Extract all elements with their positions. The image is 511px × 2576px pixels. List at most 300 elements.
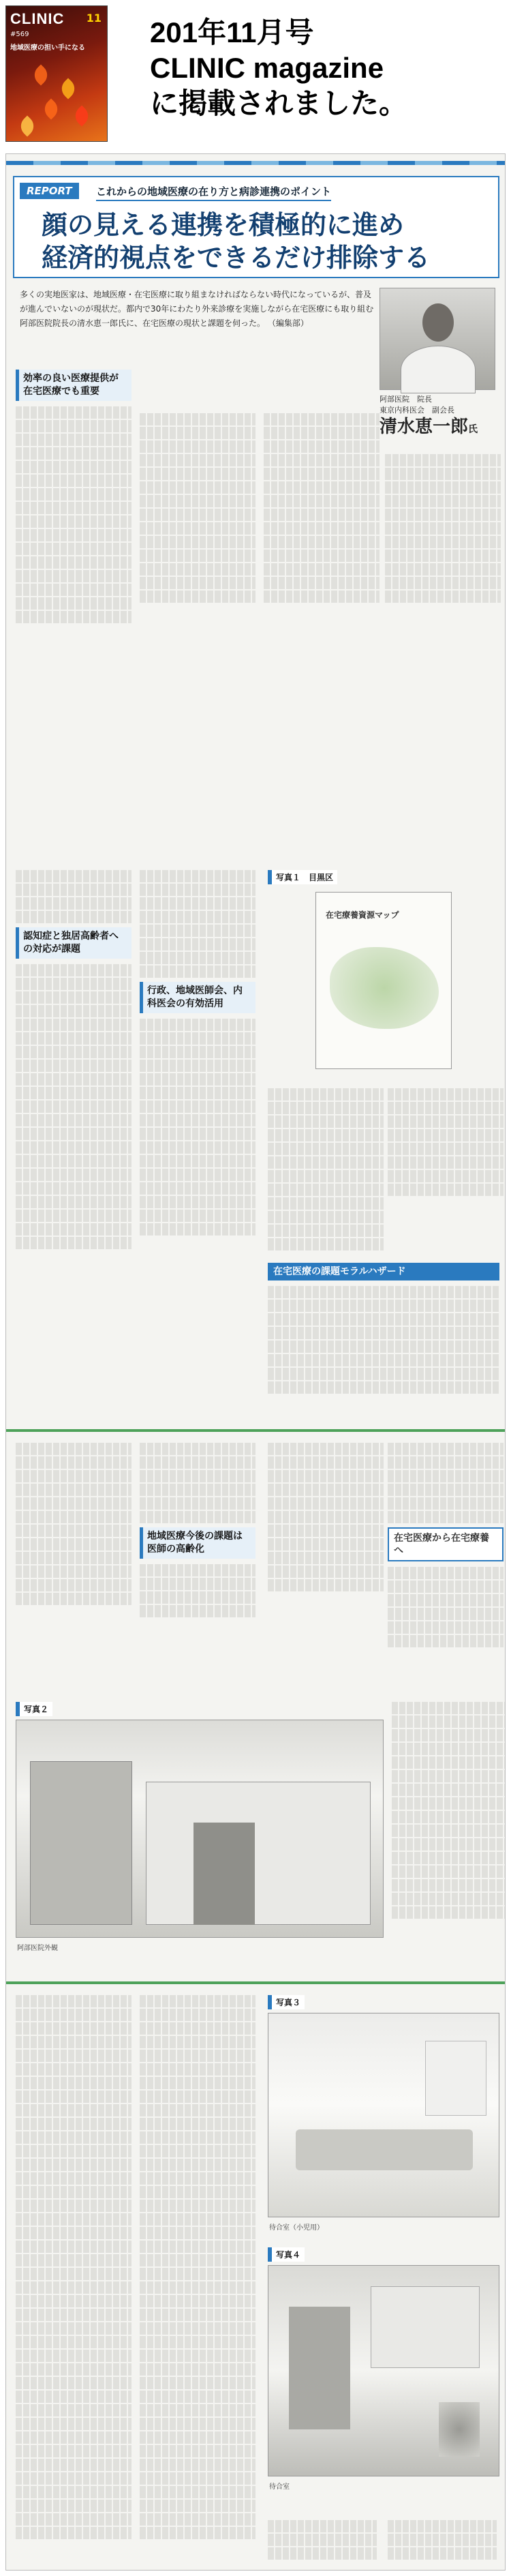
body-text-line [392,1756,506,1769]
body-text-line [16,1141,131,1154]
building-wall [30,1761,132,1925]
section-divider [6,1981,506,1984]
profile-name [380,416,495,440]
body-text-line [140,1182,256,1195]
publication-notice [150,15,504,121]
body-text-line [140,2404,256,2416]
body-text-line [16,1470,131,1482]
body-text-line [16,2336,131,2348]
body-text-line [140,938,256,950]
window [425,2041,486,2116]
body-text-line [268,1088,384,1100]
body-text-line [16,1210,131,1222]
body-text-line [264,536,380,548]
body-text-line [268,1484,384,1496]
body-text-line [140,2186,256,2198]
body-text-line [140,495,256,507]
body-text-line [388,1115,504,1128]
body-text-line [264,577,380,589]
body-text-line [140,2077,256,2089]
body-text-line [16,1019,131,1031]
photo-2-label: 写真２ [16,1702,52,1716]
wall-board [371,2286,480,2368]
body-text-line [264,481,380,494]
body-text-line [268,2520,377,2532]
body-text-line [140,1155,256,1167]
body-text-line [140,1019,256,1031]
profile-name-text: 清水恵一郎 [380,417,469,437]
body-text-line [140,481,256,494]
report-subtitle: これからの地域医療の在り方と病診連携のポイント [96,184,331,201]
column-4 [385,454,501,604]
photo-2-caption: 阿部医院外観 [17,1945,58,1952]
body-text-line [140,2418,256,2430]
body-text-line [16,2377,131,2389]
body-text-line [385,468,501,480]
body-text-line [385,577,501,589]
body-text-line [16,884,131,896]
body-text-line [16,1032,131,1045]
body-text-line [140,1564,256,1576]
column-16 [140,1995,256,2541]
body-text-line [392,1784,506,1796]
body-text-line [268,1456,384,1469]
body-text-line [140,2377,256,2389]
body-text-line [264,454,380,466]
body-text-line [16,543,131,555]
clinic-exterior-image [16,1720,384,1938]
body-text-line [140,2445,256,2457]
body-text-line [16,2159,131,2171]
lead-editor: （編集部） [267,318,309,328]
cover-logo: CLINIC [10,10,65,27]
body-text-line [388,1143,504,1155]
building-facade [146,1782,371,1925]
body-text-line [140,2281,256,2294]
body-text-line [16,978,131,990]
body-text-line [16,515,131,528]
body-text-line [388,1567,504,1579]
photo-4-label: 写真４ [268,2247,305,2262]
section-heading-moral-hazard: 在宅医療の課題モラルハザード [268,1263,499,1280]
portrait-body [401,346,476,393]
body-text-line [16,2213,131,2226]
body-text-line [268,1211,384,1223]
body-text-line [140,2063,256,2076]
body-text-line [140,884,256,896]
body-text-line [16,2500,131,2512]
column-12 [268,1443,384,1593]
body-text-line [264,413,380,425]
body-text-line [16,2172,131,2185]
body-text-line [140,2500,256,2512]
body-text-line [385,481,501,494]
column-5 [16,870,131,1250]
body-text-line [16,2363,131,2376]
body-text-line [16,870,131,882]
body-text-line [264,522,380,535]
body-text-line [388,1129,504,1141]
body-text-line [392,1825,506,1837]
body-text-line [140,1470,256,1482]
body-text-line [140,1605,256,1617]
body-text-line [264,590,380,603]
body-text-line [388,1594,504,1606]
maple-leaf-icon [30,64,51,85]
photo-1-block [268,870,499,1075]
body-text-line [16,1566,131,1578]
body-text-line [264,440,380,453]
body-text-line [16,2486,131,2498]
photo-4-caption: 待合室 [269,2483,290,2491]
body-text-line [392,1743,506,1755]
body-text-line [140,2513,256,2526]
notice-line-3: に掲載されました。 [150,87,408,119]
body-text-line [140,1060,256,1072]
body-text-line [140,1210,256,1222]
body-text-line [268,1566,384,1578]
lead-text: 多くの実地医家は、地域医療・在宅医療に取り組まなければならない時代になっているが、普及が進んでいないのが現状だ。都内で30年にわたり外来診療を実施しながら在宅医療にも取り組む阿部医院院長の清水恵一郎氏に、在宅医療の現状と課題を伺った。 [20,290,374,328]
body-text-line [16,447,131,460]
body-text-line [140,2145,256,2157]
body-text-line [140,2431,256,2444]
body-text-line [388,1484,504,1496]
body-text-line [140,1578,256,1590]
body-text-line [16,2445,131,2457]
body-text-line [140,1497,256,1510]
body-text-line [16,2186,131,2198]
body-text-line [16,502,131,514]
body-text-line [268,1368,499,1380]
photo-1-number: 写真１ [276,873,301,882]
body-text-line [268,1156,384,1169]
body-text-line [16,1511,131,1523]
profile-caption [380,394,495,440]
report-title-band [13,176,499,278]
body-text-line [16,2281,131,2294]
body-text-line [16,2200,131,2212]
body-text-line [140,1114,256,1126]
cover-serial: #569 [10,31,29,38]
report-tag: REPORT [20,183,79,199]
booklet-title: 在宅療養資源マップ [326,910,399,920]
body-text-line [385,550,501,562]
section-divider [6,1429,506,1432]
body-text-line [385,509,501,521]
body-text-line [268,1327,499,1339]
body-text-line [264,509,380,521]
column-11 [140,1443,256,1619]
body-text-line [140,925,256,937]
body-text-line [16,556,131,569]
body-text-line [16,1114,131,1126]
column-6 [140,870,256,1237]
body-text-line [16,488,131,500]
body-text-line [16,2009,131,2021]
photo-1-title: 目黒区 [309,873,334,882]
body-text-line [16,2295,131,2307]
body-text-line [268,1129,384,1141]
body-text-line [16,911,131,923]
body-text-line [140,2391,256,2403]
photo-3-block [268,1995,499,2241]
body-text-line [268,1470,384,1482]
body-text-line [392,1716,506,1728]
maple-leaf-icon [40,98,61,119]
notice-line-1: 201年11月号 [150,16,314,48]
body-text-line [140,2350,256,2362]
body-text-line [16,2322,131,2335]
body-text-line [16,1443,131,1455]
body-text-line [268,1552,384,1564]
body-text-line [268,1286,499,1298]
body-text-line [140,1073,256,1085]
body-text-line [140,2118,256,2130]
body-text-line [392,1811,506,1823]
body-text-line [140,2104,256,2116]
column-13 [388,1443,504,1649]
body-text-line [16,529,131,541]
body-text-line [16,1155,131,1167]
body-text-line [16,1087,131,1099]
body-text-line [16,406,131,419]
body-text-line [140,2159,256,2171]
body-text-line [264,427,380,439]
photo-1-label [268,870,337,884]
body-text-line [16,2254,131,2266]
body-text-line [140,1169,256,1181]
body-text-line [16,2241,131,2253]
body-text-line [140,1223,256,1235]
body-text-line [140,2009,256,2021]
body-text-line [392,1906,506,1919]
body-text-line [140,454,256,466]
portrait-photo [380,288,495,390]
body-text-line [140,413,256,425]
body-text-line [140,2363,256,2376]
body-text-line [268,1341,499,1353]
column-8 [388,1088,504,1197]
body-text-line [16,1497,131,1510]
body-text-line [16,1005,131,1017]
body-text-line [16,1046,131,1058]
body-text-line [16,2227,131,2239]
body-text-line [268,1525,384,1537]
body-text-line [140,1046,256,1058]
body-text-line [388,1635,504,1647]
body-text-line [140,2241,256,2253]
body-text-line [140,1141,256,1154]
section-heading-aging-doctors: 地域医療今後の課題は医師の高齢化 [140,1527,256,1559]
report-title-line-1: 顔の見える連携を積極的に進め [42,210,405,240]
body-text-line [268,1538,384,1551]
body-text-line [140,2254,256,2266]
column-17 [268,2520,377,2561]
profile-suffix: 氏 [468,424,478,435]
body-text-line [385,495,501,507]
body-text-line [140,427,256,439]
body-text-line [140,509,256,521]
body-text-line [388,1608,504,1620]
body-text-line [268,1381,499,1394]
body-text-line [16,2527,131,2539]
body-text-line [140,2036,256,2048]
body-text-line [140,2050,256,2062]
column-14 [392,1702,506,1920]
body-text-line [16,964,131,976]
body-text-line [140,2091,256,2103]
column-2 [140,413,256,604]
body-text-line [16,1237,131,1249]
body-text-line [388,2534,497,2546]
body-text-line [16,597,131,610]
body-text-line [268,1197,384,1210]
body-text-line [140,563,256,575]
body-text-line [268,1579,384,1591]
body-text-line [140,2336,256,2348]
body-text-line [16,1223,131,1235]
body-text-line [16,1579,131,1591]
body-text-line [16,1456,131,1469]
body-text-line [268,1143,384,1155]
body-text-line [16,2077,131,2089]
body-text-line [16,570,131,582]
body-text-line [392,1893,506,1905]
photo-2-block [16,1702,384,1961]
body-text-line [388,1443,504,1455]
body-text-line [388,1184,504,1196]
body-text-line [385,522,501,535]
body-text-line [392,1729,506,1741]
body-text-line [140,1100,256,1113]
bench [296,2129,473,2170]
body-text-line [388,2547,497,2560]
body-text-line [16,2472,131,2485]
body-text-line [140,1032,256,1045]
body-text-line [388,1102,504,1114]
body-text-line [16,475,131,487]
column-7 [268,1088,384,1252]
body-text-line [140,1484,256,1496]
body-text-line [268,1115,384,1128]
body-text-line [140,965,256,978]
body-text-line [388,1497,504,1510]
body-text-line [140,2472,256,2485]
body-text-line [16,897,131,910]
body-text-line [388,1470,504,1482]
body-text-line [16,2050,131,2062]
map-illustration [330,947,439,1029]
body-text-line [16,1538,131,1551]
magazine-cover-image [5,5,108,142]
maple-leaf-icon [16,115,37,136]
body-text-line [268,2534,377,2546]
body-text-line [392,1866,506,1878]
body-text-line [16,1552,131,1564]
body-text-line [140,2268,256,2280]
body-text-line [140,440,256,453]
body-text-line [392,1770,506,1782]
section-heading-administration: 行政、地域医師会、内科医会の有効活用 [140,982,256,1013]
body-text-line [140,2022,256,2035]
maple-leaf-icon [71,105,92,126]
body-text-line [16,1995,131,2007]
report-title [42,209,491,274]
body-text-line [16,1182,131,1195]
body-text-line [16,991,131,1004]
flower-arrangement [439,2402,480,2457]
column-9 [268,1259,499,1395]
body-text-line [140,952,256,964]
body-text-line [16,2513,131,2526]
body-text-line [268,1300,499,1312]
body-text-line [140,2131,256,2144]
body-text-line [16,584,131,596]
body-text-line [140,1511,256,1523]
body-text-line [16,1073,131,1085]
column-15 [16,1995,131,2541]
maple-leaf-icon [57,78,78,99]
body-text-line [16,1484,131,1496]
body-text-line [16,2145,131,2157]
body-text-line [388,2520,497,2532]
body-text-line [392,1797,506,1810]
body-text-line [140,897,256,910]
body-text-line [140,522,256,535]
column-1 [16,365,131,625]
body-text-line [268,1354,499,1366]
body-text-line [140,2295,256,2307]
body-text-line [268,1238,384,1250]
profile-clinic: 阿部医院 院長 [380,395,432,404]
section-heading-dementia: 認知症と独居高齢者への対応が課題 [16,927,131,959]
photo-3-label: 写真３ [268,1995,305,2009]
body-text-line [16,2022,131,2035]
column-18 [388,2520,497,2561]
body-text-line [264,550,380,562]
doorway [289,2307,350,2429]
body-text-line [268,2547,377,2560]
body-text-line [385,590,501,603]
body-text-line [16,611,131,623]
body-text-line [16,2118,131,2130]
lead-paragraph [20,288,374,331]
body-text-line [16,2350,131,2362]
body-text-line [16,420,131,432]
section-heading-home-care: 在宅医療から在宅療養へ [388,1527,504,1561]
body-text-line [388,1511,504,1523]
body-text-line [264,468,380,480]
body-text-line [140,2227,256,2239]
column-10 [16,1443,131,1606]
body-text-line [140,590,256,603]
body-text-line [140,1995,256,2007]
body-text-line [16,434,131,446]
waiting-room-kids-image [268,2013,499,2217]
body-text-line [264,495,380,507]
section-heading-efficiency: 効率の良い医療提供が在宅医療でも重要 [16,370,131,401]
body-text-line [140,2213,256,2226]
body-text-line [392,1702,506,1714]
body-text-line [388,1170,504,1182]
body-text-line [140,1087,256,1099]
body-text-line [140,1456,256,1469]
body-text-line [16,2091,131,2103]
body-text-line [388,1621,504,1634]
body-text-line [16,1060,131,1072]
body-text-line [140,2200,256,2212]
body-text-line [140,2322,256,2335]
